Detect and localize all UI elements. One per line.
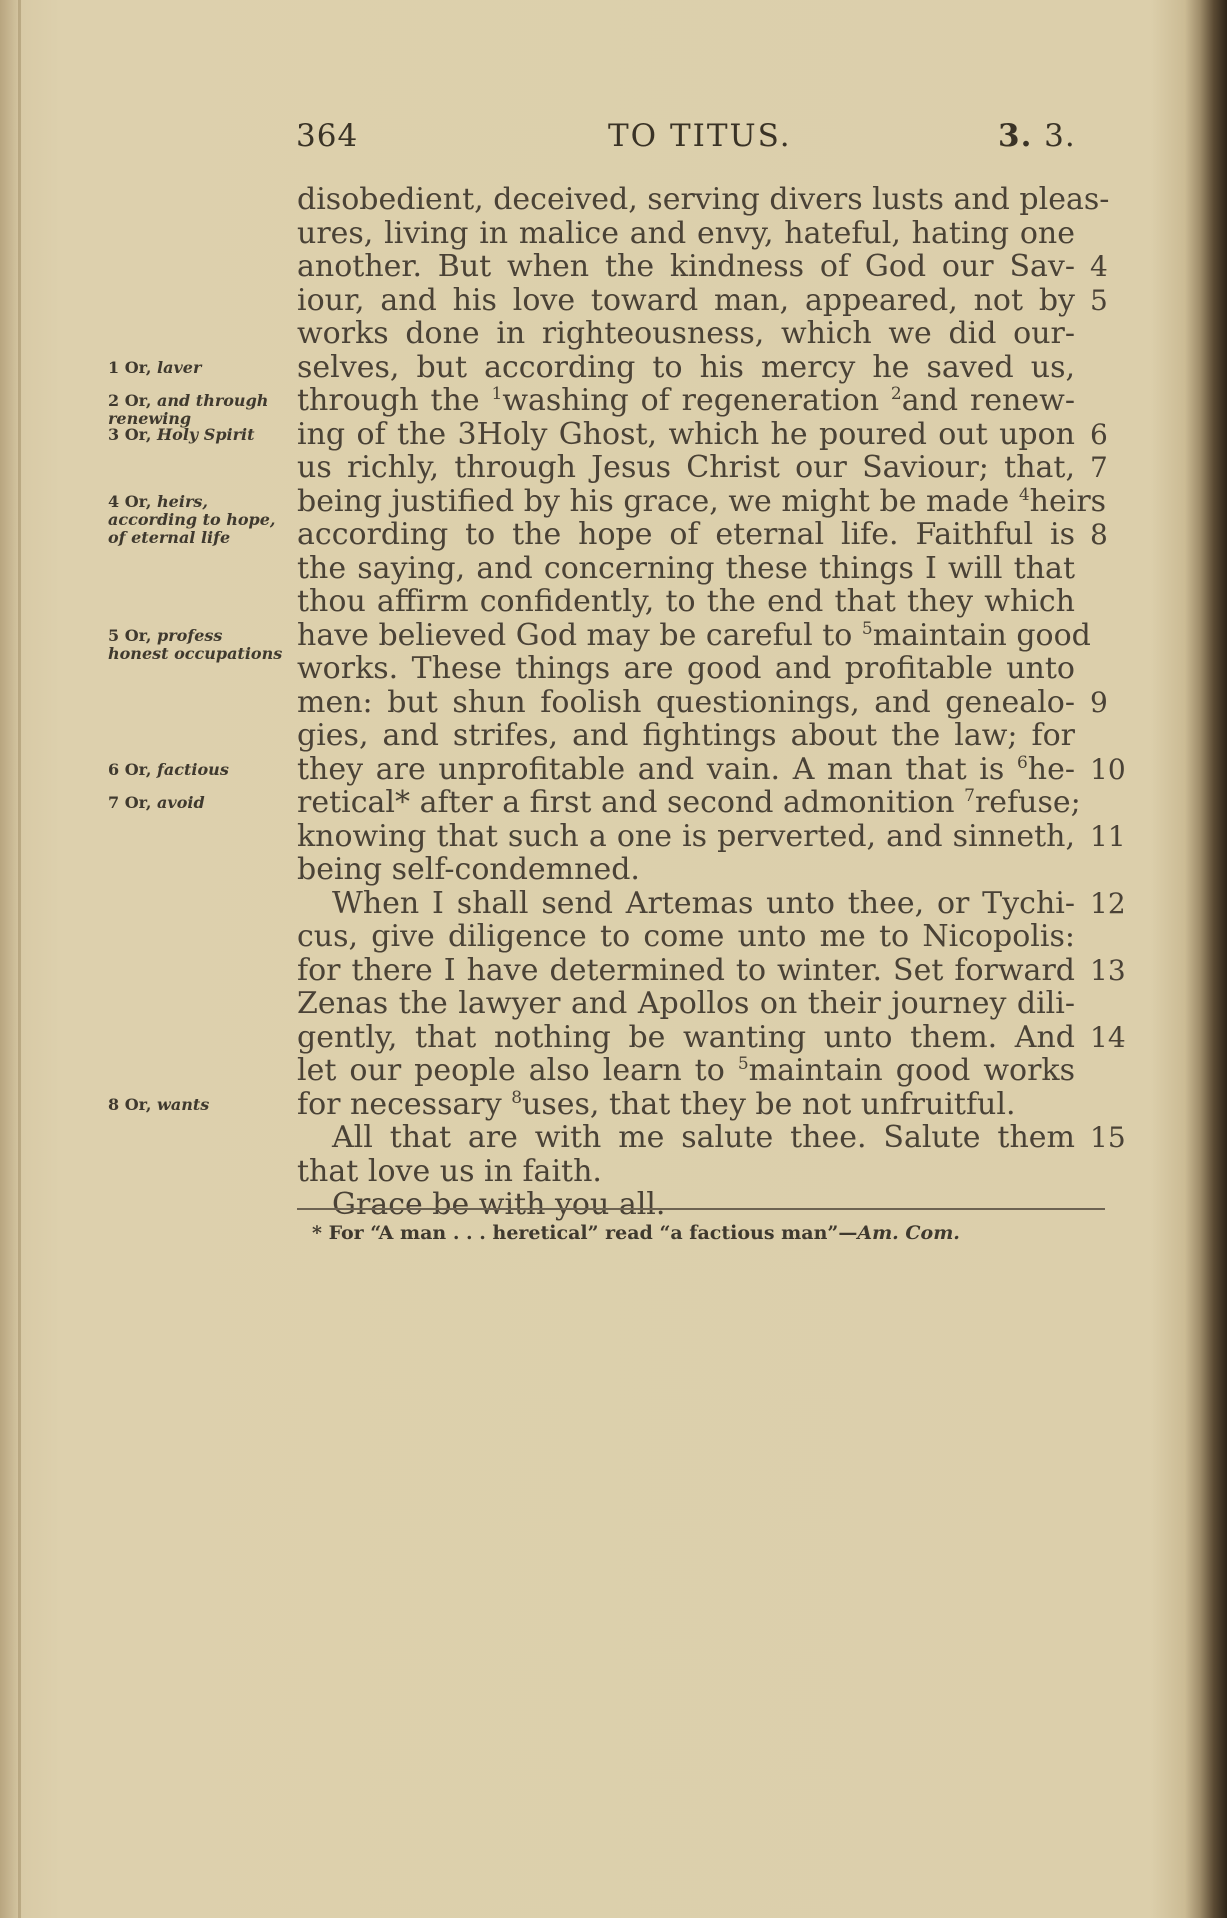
text-line: have believed God may be careful to $^5$maintain good (297, 617, 1091, 653)
text-line: When I shall send Artemas unto thee, or Tychi- (332, 885, 1075, 921)
text-line: Grace be with you all. (332, 1187, 666, 1222)
margin-note-number: 4 (108, 491, 125, 511)
book-title: TO TITUS. (608, 118, 792, 154)
margin-note (108, 761, 288, 779)
note-reference: 4 (1018, 484, 1030, 505)
page-number: 364 (296, 118, 359, 154)
note-reference: 8 (511, 1087, 523, 1108)
text-line: gently, that nothing be wanting unto them. And (297, 1019, 1075, 1055)
text-line: Zenas the lawyer and Apollos on their journey dili- (297, 986, 1075, 1021)
verse-number: 9 (1090, 685, 1108, 719)
footnote-marker: * (312, 1222, 322, 1244)
text-line: retical* after a first and second admonition $^7$refuse; (297, 785, 1081, 820)
text-line: us richly, through Jesus Christ our Saviour; that, (297, 450, 1075, 485)
margin-note-text: heirs, according to hope, of eternal life (108, 491, 276, 547)
note-reference: 1 (491, 384, 503, 404)
margin-note-text: profess honest occupations (108, 625, 283, 663)
margin-note-number: 6 (108, 759, 125, 779)
verse-number: 12 (1090, 886, 1126, 920)
footnote-rule (297, 1208, 1105, 1210)
margin-note-prefix: Or, (124, 391, 158, 410)
margin-note-number: 3 (108, 424, 125, 444)
margin-note-prefix: Or, (124, 625, 158, 645)
text-line: being self-condemned. (297, 852, 640, 887)
text-line: the saying, and concerning these things I will that (297, 550, 1075, 586)
margin-note-number: 7 (108, 793, 125, 812)
verse-number: 4 (1090, 250, 1108, 283)
margin-note (108, 426, 288, 444)
note-reference: 5 (861, 618, 873, 639)
verse-number: 7 (1090, 451, 1108, 484)
footnote-source: Am. Com. (857, 1222, 960, 1244)
text-line: disobedient, deceived, serving divers lusts and pleas- (297, 182, 1110, 217)
note-reference: 6 (1016, 752, 1028, 773)
text-line: works. These things are good and profitable unto (297, 651, 1075, 686)
text-line: ures, living in malice and envy, hateful, hating one (297, 215, 1075, 251)
text-line: being justified by his grace, we might be made $^4$heirs (297, 483, 1107, 519)
margin-note-prefix: Or, (124, 793, 158, 812)
margin-note-number: 5 (108, 625, 125, 645)
text-line: gies, and strifes, and fightings about the law; for (297, 718, 1075, 753)
margin-note-prefix: Or, (124, 357, 158, 377)
text-line: selves, but according to his mercy he saved us, (297, 349, 1075, 385)
margin-note-number: 8 (108, 1094, 125, 1114)
chapter-ref-chapter: 3. (998, 118, 1033, 154)
footnote-text: For “A man . . . heretical” read “a factious man”— (328, 1222, 858, 1244)
margin-note-text: factious (157, 759, 229, 779)
margin-note (108, 493, 288, 547)
verse-number: 10 (1090, 752, 1126, 786)
margin-note (108, 627, 288, 663)
text-line: ing of the 3Holy Ghost, which he poured out upon (297, 416, 1075, 452)
chapter-verse-ref (998, 118, 1076, 154)
margin-note-text: and through renewing (108, 391, 269, 428)
note-reference: 7 (964, 786, 975, 806)
margin-note (108, 794, 288, 812)
verse-number: 6 (1090, 417, 1108, 451)
text-line: works done in righteousness, which we did our- (297, 316, 1075, 351)
text-line: another. But when the kindness of God our Sav- (297, 249, 1075, 284)
verse-number: 13 (1090, 953, 1126, 987)
text-line: let our people also learn to $^5$maintain good works (297, 1053, 1075, 1088)
verse-number: 11 (1090, 819, 1126, 853)
chapter-ref-verse: 3. (1044, 118, 1076, 154)
margin-note-number: 1 (108, 357, 125, 377)
margin-note-text: laver (157, 357, 202, 377)
text-line: All that are with me salute thee. Salute them (332, 1120, 1075, 1155)
text-line: that love us in faith. (297, 1153, 602, 1189)
text-line: through the $^1$washing of regeneration $^2$and renew- (297, 383, 1075, 418)
page-gutter (18, 0, 21, 1918)
margin-note-text: Holy Spirit (157, 424, 255, 444)
verse-number: 5 (1090, 283, 1108, 317)
margin-note (108, 392, 288, 428)
note-reference: 2 (890, 384, 902, 404)
margin-note (108, 1096, 288, 1114)
text-line: for there I have determined to winter. Set forward (297, 952, 1075, 988)
text-line: thou affirm confidently, to the end that they which (297, 584, 1075, 619)
text-line: men: but shun foolish questionings, and genealo- (297, 684, 1075, 720)
margin-note (108, 359, 288, 377)
footnote (312, 1222, 1112, 1244)
verse-number: 8 (1090, 518, 1108, 551)
margin-note-text: avoid (157, 793, 205, 812)
margin-note-prefix: Or, (124, 759, 158, 779)
text-line: for necessary $^8$uses, that they be not unfruitful. (297, 1086, 1016, 1122)
margin-note-number: 2 (108, 391, 125, 410)
verse-number: 15 (1090, 1121, 1126, 1154)
text-line: they are unprofitable and vain. A man that is $^6$he- (297, 751, 1075, 787)
text-line: iour, and his love toward man, appeared, not by (297, 282, 1075, 318)
text-line: knowing that such a one is perverted, and sinneth, (297, 818, 1075, 854)
running-header (0, 118, 1227, 158)
margin-note-prefix: Or, (124, 424, 158, 444)
margin-note-text: wants (157, 1094, 210, 1114)
margin-note-prefix: Or, (124, 1094, 158, 1114)
margin-note-prefix: Or, (124, 491, 158, 511)
text-line: cus, give diligence to come unto me to Nicopolis: (297, 919, 1075, 954)
verse-number: 14 (1090, 1020, 1126, 1054)
note-reference: 5 (737, 1054, 749, 1074)
text-line: according to the hope of eternal life. Faithful is (297, 517, 1075, 552)
